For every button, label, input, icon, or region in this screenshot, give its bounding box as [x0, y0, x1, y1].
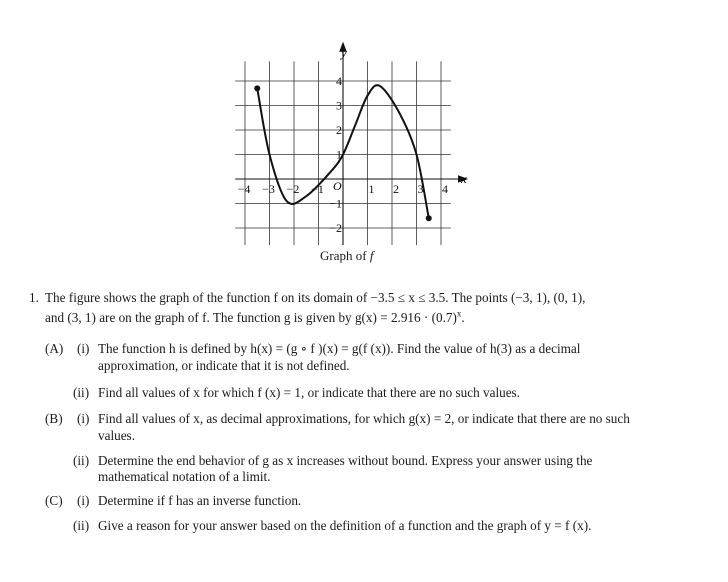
- figure-caption: [320, 248, 373, 264]
- y-tick-label: 2: [336, 123, 342, 137]
- y-tick-label: 3: [336, 98, 342, 113]
- part-c-label: (C): [45, 493, 63, 508]
- x-axis-label: x: [461, 171, 467, 186]
- x-tick-label: 3: [417, 182, 424, 196]
- part-a-i-line-2: approximation, or indicate that it is not defined.: [98, 358, 350, 373]
- part-c-i-text: Determine if f has an inverse function.: [98, 493, 302, 508]
- part-a-label: (A): [45, 341, 64, 356]
- x-tick-label: −4: [237, 182, 251, 196]
- y-axis-label: y: [341, 45, 347, 60]
- y-tick-label: −1: [329, 196, 342, 211]
- intro-2-pre: and (3, 1) are on the graph of f. The function g is given by g(x) = 2.916 · (0.7): [45, 310, 457, 325]
- part-b-ii-label: (ii): [73, 453, 90, 468]
- y-tick-label: 1: [336, 147, 342, 162]
- y-tick-label: 4: [336, 74, 342, 88]
- axes: [235, 43, 466, 245]
- part-b-i-label: (i): [77, 411, 90, 426]
- part-c-ii-text: Give a reason for your answer based on the definition of a function and the graph of y = f (x).: [98, 518, 592, 533]
- x-tick-label: 2: [393, 182, 399, 196]
- endpoint-left: [254, 85, 260, 91]
- x-tick-label: 1: [368, 182, 375, 196]
- origin-label: O: [333, 179, 342, 193]
- part-c-i-label: (i): [77, 493, 90, 508]
- intro-2-sup: x: [456, 308, 462, 319]
- x-tick-label: 4: [442, 182, 448, 196]
- part-a-ii-label: (ii): [73, 385, 90, 400]
- graph-of-f: [0, 0, 728, 250]
- x-tick-label: −2: [286, 182, 300, 196]
- part-c-ii-label: (ii): [73, 518, 90, 533]
- x-tick-label: −1: [311, 182, 324, 196]
- problem-number: 1.: [29, 290, 39, 305]
- part-b-ii-line-1: Determine the end behavior of g as x increases without bound. Express your answer using the: [98, 453, 593, 468]
- part-b-i-line-2: values.: [98, 428, 135, 443]
- intro-line-1: The figure shows the graph of the function f on its domain of −3.5 ≤ x ≤ 3.5. The points (−3, 1), (0, 1),: [45, 290, 586, 305]
- caption-func: f: [369, 248, 374, 263]
- part-a-i-line-1: The function h is defined by h(x) = (g ∘ f )(x) = g(f (x)). Find the value of h(3) as a decimal: [98, 341, 581, 356]
- part-a-ii-text: Find all values of x for which f (x) = 1, or indicate that there are no such values.: [98, 385, 520, 400]
- part-b-i-line-1: Find all values of x, as decimal approximations, for which g(x) = 2, or indicate that there are no such: [98, 411, 630, 426]
- x-tick-label: −3: [262, 182, 275, 196]
- part-b-ii-line-2: mathematical notation of a limit.: [98, 469, 271, 484]
- caption-prefix: Graph of: [320, 248, 367, 263]
- intro-2-post: .: [461, 310, 465, 325]
- part-b-label: (B): [45, 411, 63, 426]
- part-a-i-label: (i): [77, 341, 90, 356]
- intro-line-2: [45, 310, 465, 326]
- endpoint-right: [426, 215, 432, 221]
- y-tick-label: −2: [329, 221, 342, 235]
